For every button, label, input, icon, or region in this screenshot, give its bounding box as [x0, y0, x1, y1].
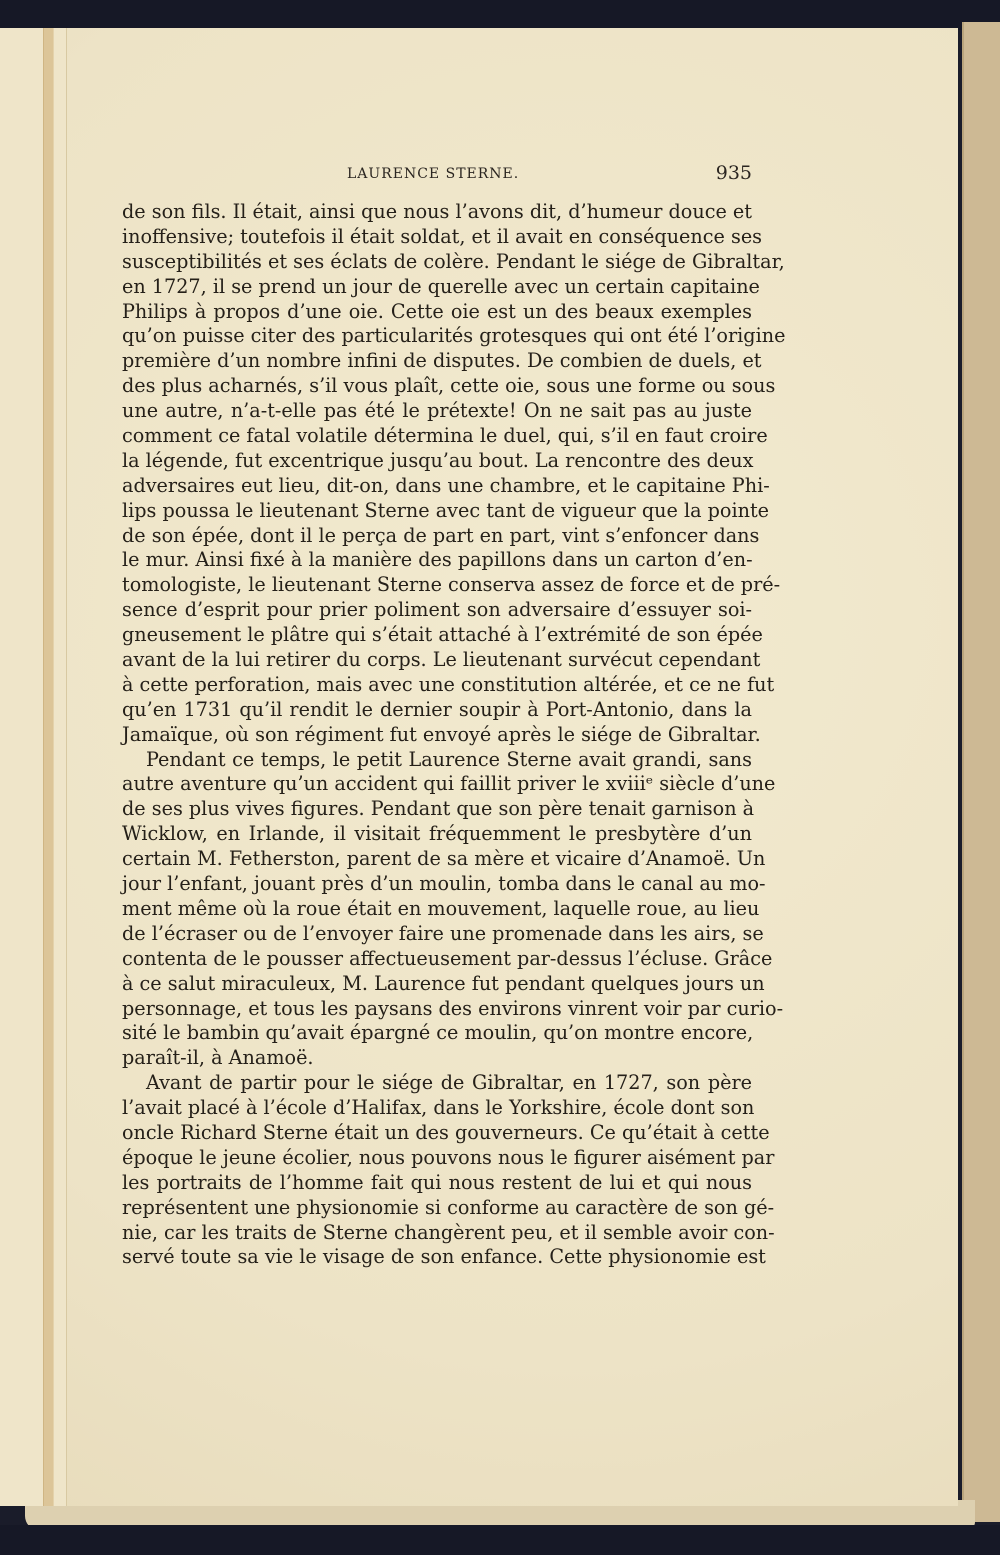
text-line: lips poussa le lieutenant Sterne avec tant de vigueur que la pointe: [122, 498, 770, 522]
text-line: en 1727, il se prend un jour de querelle avec un certain capitaine: [122, 274, 760, 298]
text-line: sité le bambin qu’avait épargné ce moulin, qu’on montre encore,: [122, 1021, 754, 1045]
scan-background-top: [0, 0, 1000, 30]
text-line: susceptibilités et ses éclats de colère. Pendant le siége de Gibraltar,: [122, 249, 785, 273]
text-line: qu’on puisse citer des particularités grotesques qui ont été l’origine: [122, 324, 786, 348]
text-line: servé toute sa vie le visage de son enfance. Cette physionomie est: [122, 1245, 766, 1269]
text-line: contenta de le pousser affectueusement par-dessus l’écluse. Grâce: [122, 946, 773, 970]
text-line: jour l’enfant, jouant près d’un moulin, tomba dans le canal au mo-: [122, 872, 766, 896]
binding-gutter: [43, 28, 54, 1506]
text-line: à ce salut miraculeux, M. Laurence fut pendant quelques jours un: [122, 971, 765, 995]
text-line: certain M. Fetherston, parent de sa mère et vicaire d’Anamoë. Un: [122, 847, 766, 871]
text-line: tomologiste, le lieutenant Sterne conserva assez de force et de pré-: [122, 573, 781, 597]
text-line: paraît-il, à Anamoë.: [122, 1046, 314, 1070]
text-line: de son fils. Il était, ainsi que nous l’avons dit, d’humeur douce et: [122, 200, 752, 223]
text-line: qu’en 1731 qu’il rendit le dernier soupir à Port-Antonio, dans la: [122, 697, 752, 721]
text-line: première d’un nombre infini de disputes. De combien de duels, et: [122, 349, 762, 373]
text-line: ment même où la roue était en mouvement, laquelle roue, au lieu: [122, 896, 760, 920]
text-line: Avant de partir pour le siége de Gibraltar, en 1727, son père: [146, 1071, 752, 1095]
text-line: Wicklow, en Irlande, il visitait fréquemment le presbytère d’un: [122, 822, 752, 846]
text-line: le mur. Ainsi fixé à la manière des papillons dans un carton d’en-: [122, 548, 753, 572]
running-title: LAURENCE STERNE.: [347, 166, 520, 182]
text-line: une autre, n’a-t-elle pas été le prétexte! On ne sait pas au juste: [122, 399, 752, 423]
previous-page-edge: [0, 28, 67, 1506]
text-line: sence d’esprit pour prier poliment son adversaire d’essuyer soi-: [122, 598, 752, 622]
running-head: [122, 162, 752, 188]
text-line: la légende, fut excentrique jusqu’au bout. La rencontre des deux: [122, 448, 754, 472]
text-line: oncle Richard Sterne était un des gouverneurs. Ce qu’était à cette: [122, 1120, 770, 1144]
text-line: de son épée, dont il le perça de part en part, vint s’enfoncer dans: [122, 523, 760, 547]
text-line: représentent une physionomie si conforme au caractère de son gé-: [122, 1195, 775, 1219]
text-line: Pendant ce temps, le petit Laurence Sterne avait grandi, sans: [146, 747, 752, 771]
text-line: gneusement le plâtre qui s’était attaché à l’extrémité de son épée: [122, 623, 763, 647]
text-line: les portraits de l’homme fait qui nous restent de lui et qui nous: [122, 1170, 752, 1194]
text-line: Jamaïque, où son régiment fut envoyé après le siége de Gibraltar.: [122, 722, 761, 746]
scan-background-bottom: [0, 1525, 1000, 1555]
text-line: de ses plus vives figures. Pendant que son père tenait garnison à: [122, 797, 755, 821]
text-line: autre aventure qu’un accident qui faillit priver le xviiiᵉ siècle d’une: [122, 772, 776, 796]
text-line: avant de la lui retirer du corps. Le lieutenant survécut cependant: [122, 648, 761, 672]
text-line: nie, car les traits de Sterne changèrent peu, et il semble avoir con-: [122, 1220, 775, 1244]
body-text: [122, 200, 786, 1270]
book-cover-edge: [962, 22, 1000, 1522]
text-line: l’avait placé à l’école d’Halifax, dans le Yorkshire, école dont son: [122, 1096, 755, 1120]
text-line: des plus acharnés, s’il vous plaît, cette oie, sous une forme ou sous: [122, 374, 776, 398]
page-number: 935: [715, 162, 752, 184]
text-line: inoffensive; toutefois il était soldat, et il avait en conséquence ses: [122, 224, 763, 248]
text-line: de l’écraser ou de l’envoyer faire une promenade dans les airs, se: [122, 921, 764, 945]
text-line: à cette perforation, mais avec une constitution altérée, et ce ne fut: [122, 672, 775, 696]
text-line: personnage, et tous les paysans des environs vinrent voir par curio-: [122, 996, 784, 1020]
text-line: Philips à propos d’une oie. Cette oie est un des beaux exemples: [122, 299, 752, 323]
text-line: époque le jeune écolier, nous pouvons nous le figurer aisément par: [122, 1145, 775, 1169]
text-line: adversaires eut lieu, dit-on, dans une chambre, et le capitaine Phi-: [122, 473, 770, 497]
text-line: comment ce fatal volatile détermina le duel, qui, s’il en faut croire: [122, 424, 768, 448]
